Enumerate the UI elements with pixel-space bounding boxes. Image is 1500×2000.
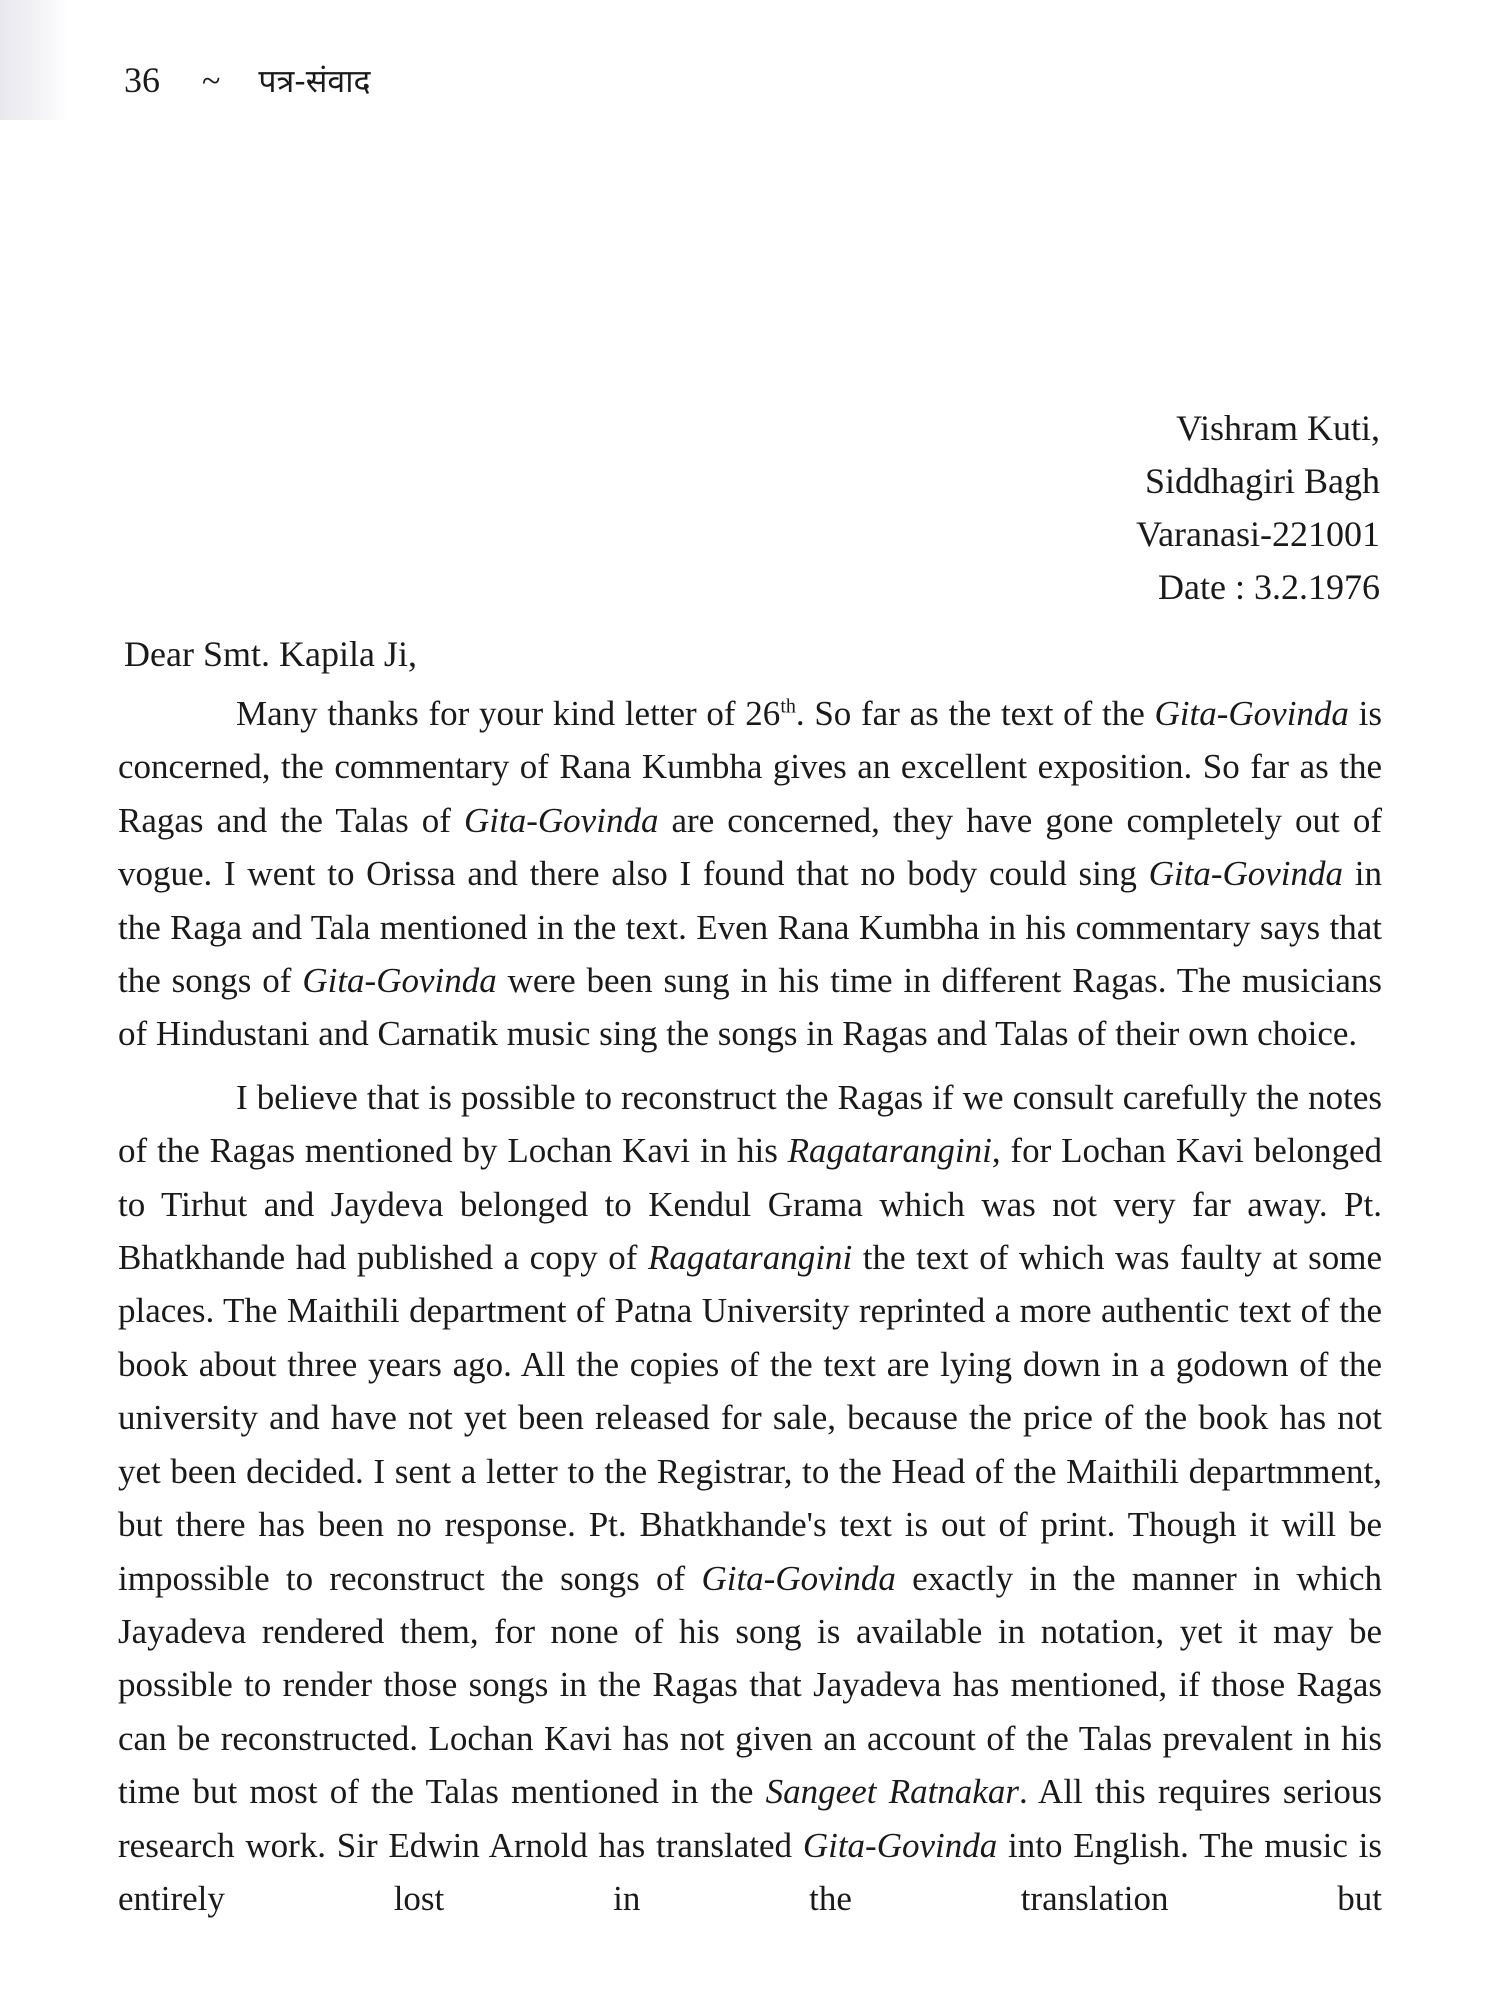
- salutation: Dear Smt. Kapila Ji,: [124, 634, 417, 674]
- running-header: [124, 58, 371, 104]
- page-edge-shadow: [0, 0, 70, 120]
- header-separator: ~: [202, 63, 221, 100]
- address-line-2: Siddhagiri Bagh: [1145, 461, 1380, 501]
- book-title: पत्र-संवाद: [258, 62, 371, 100]
- letter-body: [118, 687, 1382, 1925]
- paragraph-2: I believe that is possible to reconstruct the Ragas if we consult carefully the notes of the Ragas mentioned by Lochan Kavi in his Ragatarangini, for Lochan Kavi belonged to Tirhut and Jaydeva belonged to Kendul Grama which was not very far away. Pt. Bhatkhande had published a copy of Ragatarangini the text of which was faulty at some places. The Maithili department of Patna University reprinted a more authentic text of the book about three years ago. All the copies of the text are lying down in a godown of the university and have not yet been released for sale, because the price of the book has not yet been decided. I sent a letter to the Registrar, to the Head of the Maithili departmment, but there has been no response. Pt. Bhatkhande's text is out of print. Though it will be impossible to reconstruct the songs of Gita-Govinda exactly in the manner in which Jayadeva rendered them, for none of his song is available in notation, yet it may be possible to render those songs in the Ragas that Jayadeva has mentioned, if those Ragas can be reconstructed. Lochan Kavi has not given an account of the Talas prevalent in his time but most of the Talas mentioned in the Sangeet Ratnakar. All this requires serious research work. Sir Edwin Arnold has translated Gita-Govinda into English. The music is entirely lost in the translation but: [118, 1077, 1383, 1918]
- letter-date: Date : 3.2.1976: [1158, 567, 1380, 607]
- paragraph-1: Many thanks for your kind letter of 26th. So far as the text of the Gita-Govinda is concerned, the commentary of Rana Kumbha gives an excellent exposition. So far as the Ragas and the Talas of Gita-Govinda are concerned, they have gone completely out of vogue. I went to Orissa and there also I found that no body could sing Gita-Govinda in the Raga and Tala mentioned in the text. Even Rana Kumbha in his commentary says that the songs of Gita-Govinda were been sung in his time in different Ragas. The musicians of Hindustani and Carnatik music sing the songs in Ragas and Talas of their own choice.: [118, 694, 1383, 1054]
- sender-address: [1136, 402, 1380, 614]
- address-line-3: Varanasi-221001: [1136, 514, 1380, 554]
- address-line-1: Vishram Kuti,: [1176, 408, 1380, 448]
- page-number: 36: [124, 60, 160, 100]
